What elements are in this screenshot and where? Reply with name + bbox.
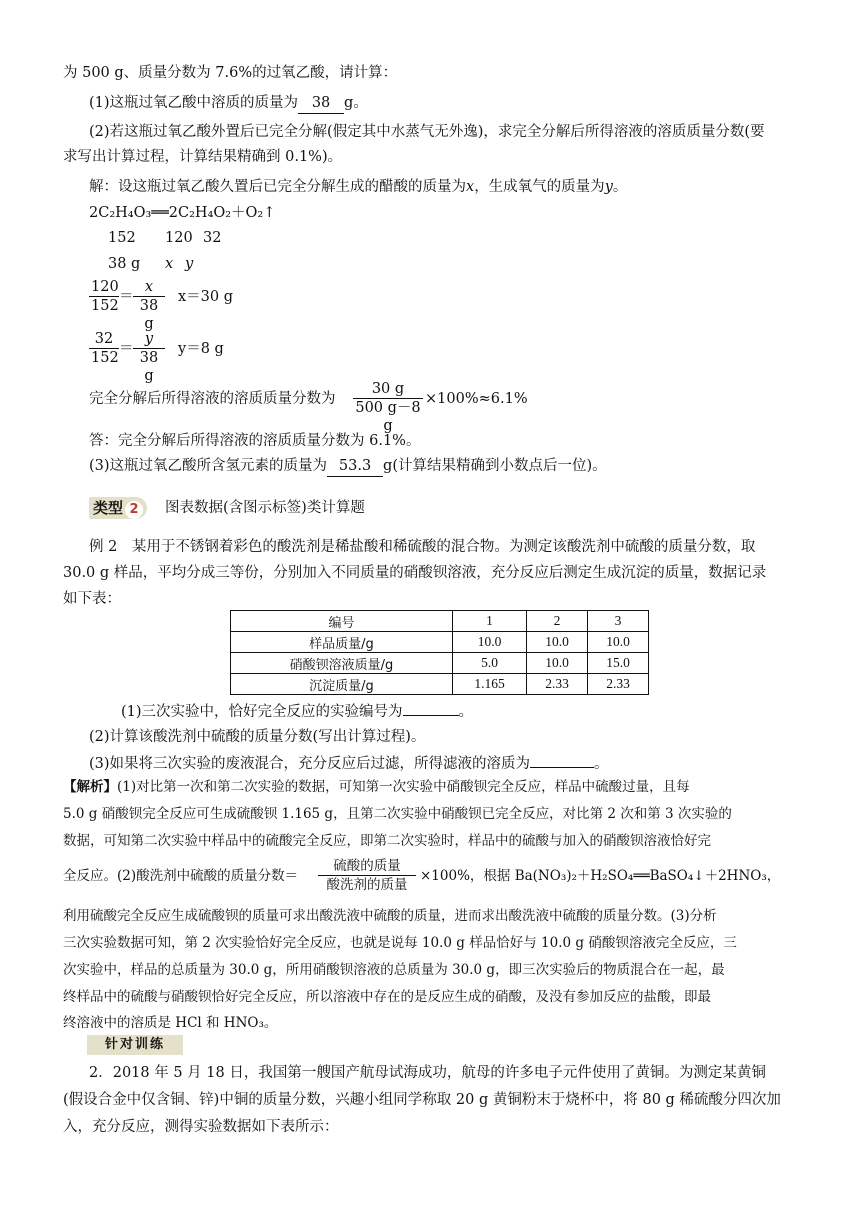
mass-fraction-result: ×100%≈6.1% bbox=[425, 391, 528, 407]
ratio-1-left-num: 120 bbox=[91, 279, 119, 295]
example-2-q2: (2)计算该酸洗剂中硫酸的质量分数(写出计算过程)。 bbox=[89, 729, 426, 745]
type-badge-number: 2 bbox=[125, 501, 143, 519]
ratio-2-right-num: y bbox=[133, 330, 165, 349]
analysis-line-1 bbox=[63, 777, 690, 797]
intro-line: 为 500 g、质量分数为 7.6%的过氧乙酸，请计算： bbox=[63, 65, 398, 81]
experiment-table bbox=[230, 610, 649, 695]
example-2-q3 bbox=[89, 753, 609, 774]
mass-fraction-text: 完全分解后所得溶液的溶质质量分数为 bbox=[89, 391, 336, 407]
ratio-2-left-den: 152 bbox=[91, 350, 119, 366]
solution-text-c: 。 bbox=[612, 179, 628, 195]
table-cell: 10.0 bbox=[527, 653, 588, 674]
analysis-line-3: 数据，可知第二次实验中样品中的硫酸完全反应，即第二次实验时，样品中的硫酸与加入的硝酸钡溶液恰好完 bbox=[63, 833, 711, 849]
question-3-note: g(计算结果精确到小数点后一位)。 bbox=[383, 458, 607, 474]
question-1-unit: g。 bbox=[344, 95, 368, 111]
table-row bbox=[231, 674, 649, 695]
ratio-2-right bbox=[133, 330, 165, 385]
analysis-fraction-den: 酸洗剂的质量 bbox=[326, 877, 408, 893]
ratio-2-left bbox=[89, 330, 119, 367]
table-cell: 3 bbox=[588, 611, 649, 632]
table-cell: 2 bbox=[527, 611, 588, 632]
question-1 bbox=[89, 93, 368, 114]
mass-fraction-frac bbox=[353, 380, 423, 435]
table-row bbox=[231, 611, 649, 632]
question-3 bbox=[89, 456, 607, 477]
question-1-answer: 38 bbox=[298, 93, 344, 114]
solution-var-y: y bbox=[604, 179, 613, 195]
example-2-q1-blank bbox=[403, 701, 459, 716]
analysis-fraction bbox=[318, 857, 416, 894]
ratio-1-equals: ＝ bbox=[119, 289, 134, 305]
ratio-1-left bbox=[89, 278, 119, 315]
example-2-q1-end: 。 bbox=[458, 704, 474, 720]
ratio-1-left-den: 152 bbox=[91, 298, 119, 314]
example-2-q3-end: 。 bbox=[594, 756, 609, 772]
table-cell: 10.0 bbox=[453, 632, 527, 653]
ratio-2-result: y＝8 g bbox=[178, 341, 224, 357]
table-cell: 样品质量/g bbox=[231, 632, 453, 653]
question-3-answer: 53.3 bbox=[327, 456, 383, 477]
solution-var-x: x bbox=[466, 179, 475, 195]
ratio-1-right-num: x bbox=[133, 278, 165, 297]
chemical-equation: 2C₂H₄O₃══2C₂H₄O₂＋O₂↑ bbox=[89, 205, 276, 221]
analysis-text-1: (1)对比第一次和第二次实验的数据，可知第一次实验中硝酸钡完全反应，样品中硫酸过量，且每 bbox=[117, 779, 690, 795]
type-badge-label: 类型 bbox=[93, 499, 124, 517]
question-1-text: (1)这瓶过氧乙酸中溶质的质量为 bbox=[89, 95, 299, 111]
analysis-line-9: 终溶液中的溶质是 HCl 和 HNO₃。 bbox=[63, 1015, 278, 1031]
ratio-1-result: x＝30 g bbox=[178, 289, 234, 305]
answer-line: 答：完全分解后所得溶液的溶质质量分数为 6.1%。 bbox=[89, 433, 421, 449]
molar-mass-1: 152 bbox=[108, 230, 136, 246]
example-2-q3-text: (3)如果将三次实验的废液混合，充分反应后过滤，所得滤液的溶质为 bbox=[89, 756, 531, 772]
mass-fraction-den: 500 g－8 g bbox=[355, 400, 421, 434]
solution-intro bbox=[89, 177, 627, 197]
unknown-x: x bbox=[165, 256, 174, 272]
training-line-3: 入，充分反应，测得实验数据如下表所示： bbox=[63, 1119, 339, 1135]
example-2-q3-blank bbox=[530, 753, 594, 768]
table-cell: 沉淀质量/g bbox=[231, 674, 453, 695]
table-cell: 10.0 bbox=[588, 632, 649, 653]
molar-mass-3: 32 bbox=[203, 230, 222, 246]
table-cell: 编号 bbox=[231, 611, 453, 632]
solution-text-a: 解：设这瓶过氧乙酸久置后已完全分解生成的醋酸的质量为 bbox=[89, 179, 466, 195]
example-2-q1-text: (1)三次实验中，恰好完全反应的实验编号为 bbox=[121, 704, 403, 720]
type-badge bbox=[89, 497, 147, 519]
ratio-1-right-den: 38 g bbox=[139, 298, 159, 332]
table-row bbox=[231, 632, 649, 653]
table-row bbox=[231, 653, 649, 674]
analysis-line-8: 终样品中的硫酸与硝酸钡恰好完全反应，所以溶液中存在的是反应生成的硝酸，及没有参加反应的盐酸，即最 bbox=[63, 989, 711, 1005]
table-cell: 2.33 bbox=[527, 674, 588, 695]
table-cell: 15.0 bbox=[588, 653, 649, 674]
example-2-q1 bbox=[121, 701, 473, 722]
example-2-line-1: 例 2 某用于不锈钢着彩色的酸洗剂是稀盐酸和稀硫酸的混合物。为测定该酸洗剂中硫酸的质量分数，取 bbox=[89, 539, 756, 555]
table-cell: 1 bbox=[453, 611, 527, 632]
example-2-line-2: 30.0 g 样品，平均分成三等份，分别加入不同质量的硝酸钡溶液，充分反应后测定生成沉淀的质量，数据记录 bbox=[63, 565, 767, 581]
training-label: 针对训练 bbox=[87, 1035, 183, 1055]
table-cell: 硝酸钡溶液质量/g bbox=[231, 653, 453, 674]
molar-mass-2: 120 bbox=[165, 230, 193, 246]
example-2-line-3: 如下表： bbox=[63, 591, 121, 607]
table-cell: 5.0 bbox=[453, 653, 527, 674]
training-line-2: (假设合金中仅含铜、锌)中铜的质量分数，兴趣小组同学称取 20 g 黄铜粉末于烧杯中，将 80 g 稀硫酸分四次加 bbox=[63, 1092, 781, 1108]
ratio-2-left-num: 32 bbox=[89, 330, 119, 349]
solution-text-b: ，生成氧气的质量为 bbox=[474, 179, 605, 195]
table-cell: 1.165 bbox=[453, 674, 527, 695]
analysis-line-6: 三次实验数据可知，第 2 次实验恰好完全反应，也就是说每 10.0 g 样品恰好与 10.0 g 硝酸钡溶液完全反应，三 bbox=[63, 935, 737, 951]
training-line-1: 2．2018 年 5 月 18 日，我国第一艘国产航母试海成功，航母的许多电子元件使用了黄铜。为测定某黄铜 bbox=[89, 1065, 766, 1081]
analysis-line-2: 5.0 g 硝酸钡完全反应可生成硫酸钡 1.165 g，且第二次实验中硝酸钡已完全反应，对比第 2 次和第 3 次实验的 bbox=[63, 806, 732, 822]
ratio-2-equals: ＝ bbox=[119, 341, 134, 357]
ratio-2-right-den: 38 g bbox=[139, 350, 159, 384]
table-cell: 10.0 bbox=[527, 632, 588, 653]
analysis-label: 【解析】 bbox=[63, 779, 117, 795]
analysis-line-5: 利用硫酸完全反应生成硫酸钡的质量可求出酸洗液中硫酸的质量，进而求出酸洗液中硫酸的质量分数。(3)分析 bbox=[63, 908, 717, 924]
analysis-line-4-post: ×100%，根据 Ba(NO₃)₂＋H₂SO₄══BaSO₄↓＋2HNO₃， bbox=[420, 868, 781, 884]
given-mass: 38 g bbox=[108, 256, 141, 272]
analysis-line-7: 次实验中，样品的总质量为 30.0 g，所用硝酸钡溶液的总质量为 30.0 g，即三次实验后的物质混合在一起，最 bbox=[63, 962, 725, 978]
section-title: 图表数据(含图示标签)类计算题 bbox=[165, 500, 365, 516]
mass-fraction-num: 30 g bbox=[353, 380, 423, 399]
question-2-line-2: 求写出计算过程，计算结果精确到 0.1%)。 bbox=[63, 149, 343, 165]
ratio-1-right bbox=[133, 278, 165, 333]
analysis-line-4-pre: 全反应。(2)酸洗剂中硫酸的质量分数＝ bbox=[63, 868, 299, 884]
analysis-fraction-num: 硫酸的质量 bbox=[318, 857, 416, 876]
unknown-y: y bbox=[185, 256, 194, 272]
table-cell: 2.33 bbox=[588, 674, 649, 695]
question-2-line-1: (2)若这瓶过氧乙酸外置后已完全分解(假定其中水蒸气无外逸)，求完全分解后所得溶液的溶质质量分数(要 bbox=[89, 124, 765, 140]
question-3-text: (3)这瓶过氧乙酸所含氢元素的质量为 bbox=[89, 458, 328, 474]
